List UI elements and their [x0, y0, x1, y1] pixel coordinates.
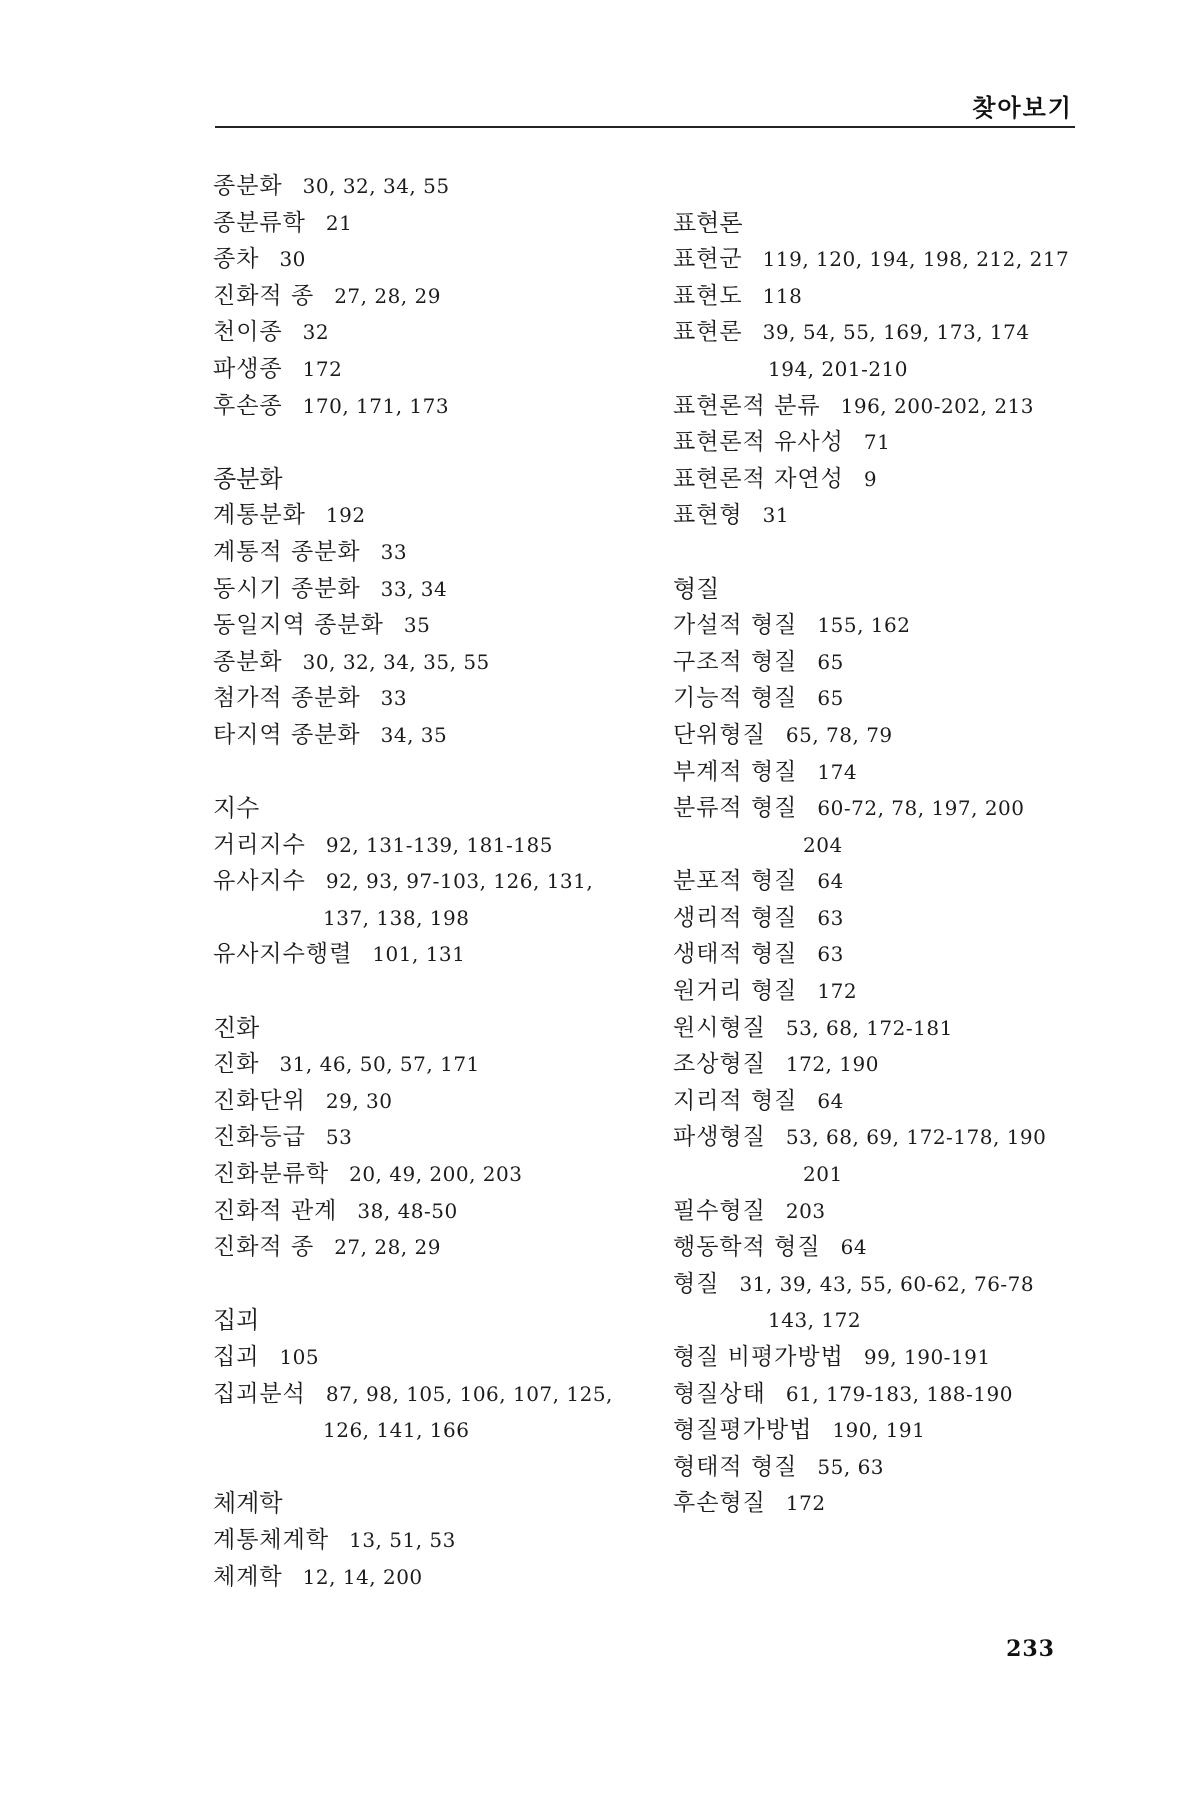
index-term: 조상형질 — [673, 1051, 766, 1078]
index-pages: 53, 68, 69, 172-178, 190 — [785, 1125, 1047, 1150]
index-pages: 63 — [817, 942, 844, 967]
index-term: 원거리 형질 — [673, 978, 798, 1005]
index-pages: 65 — [817, 649, 844, 674]
index-pages: 99, 190-191 — [863, 1345, 991, 1369]
section-heading: 표현론 — [673, 208, 743, 237]
index-pages: 92, 131-139, 181-185 — [325, 832, 553, 857]
index-term: 종분류학 — [213, 209, 306, 236]
index-entry — [673, 314, 1083, 351]
index-term: 종차 — [213, 246, 260, 273]
index-pages: 30, 32, 34, 55 — [302, 174, 450, 198]
index-entry — [673, 1339, 1083, 1376]
index-pages: 201 — [803, 1162, 843, 1187]
index-pages: 172 — [785, 1491, 826, 1516]
index-pages: 101, 131 — [372, 942, 466, 967]
index-entry — [213, 1376, 643, 1413]
index-pages: 170, 171, 173 — [302, 393, 450, 418]
index-column-right — [673, 168, 1083, 1522]
index-entry — [213, 717, 643, 754]
index-term: 후손종 — [213, 392, 283, 419]
index-pages: 87, 98, 105, 106, 107, 125, — [325, 1381, 613, 1406]
index-entry — [213, 863, 643, 900]
index-entry — [673, 424, 1083, 461]
page-number: 233 — [1006, 1636, 1055, 1662]
index-entry — [213, 205, 643, 242]
index-term: 형질 — [673, 1270, 720, 1297]
index-pages: 12, 14, 200 — [302, 1564, 423, 1589]
index-pages: 38, 48-50 — [357, 1198, 458, 1223]
index-entry — [673, 1266, 1083, 1303]
index-term: 기능적 형질 — [673, 685, 798, 712]
index-entry — [673, 1010, 1083, 1047]
index-entry — [673, 1229, 1083, 1266]
index-term: 체계학 — [213, 1563, 283, 1590]
index-continuation — [673, 1302, 1083, 1339]
index-term: 생리적 형질 — [673, 904, 798, 931]
index-pages: 192 — [325, 503, 366, 528]
index-entry — [673, 241, 1083, 278]
index-pages: 13, 51, 53 — [349, 1527, 456, 1552]
index-term: 첨가적 종분화 — [213, 685, 361, 712]
index-entry — [213, 680, 643, 717]
index-entry — [213, 388, 643, 425]
section-heading: 진화 — [213, 1013, 260, 1042]
index-pages: 143, 172 — [768, 1308, 862, 1333]
index-term: 후손형질 — [673, 1490, 766, 1517]
index-continuation — [673, 1156, 1083, 1193]
index-pages: 61, 179-183, 188-190 — [785, 1381, 1013, 1406]
index-entry — [673, 607, 1083, 644]
index-term: 표현론적 자연성 — [673, 465, 844, 492]
index-term: 계통체계학 — [213, 1526, 330, 1553]
index-term: 타지역 종분화 — [213, 721, 361, 748]
spacer — [673, 168, 1083, 205]
index-term: 표현군 — [673, 246, 743, 273]
index-entry — [213, 168, 643, 205]
section-heading: 집괴 — [213, 1306, 260, 1335]
index-entry — [213, 1339, 643, 1376]
index-term: 부계적 형질 — [673, 758, 798, 785]
index-pages: 172, 190 — [785, 1052, 879, 1077]
index-term: 단위형질 — [673, 721, 766, 748]
index-term: 분류적 형질 — [673, 795, 798, 822]
section-heading: 체계학 — [213, 1489, 283, 1518]
index-entry — [673, 1412, 1083, 1449]
index-entry — [213, 571, 643, 608]
index-pages: 31, 39, 43, 55, 60-62, 76-78 — [739, 1271, 1035, 1296]
index-term: 진화적 관계 — [213, 1197, 338, 1224]
index-pages: 33 — [380, 539, 408, 564]
index-term: 표현론적 분류 — [673, 392, 821, 419]
index-term: 표현형 — [673, 502, 743, 529]
index-term: 형질상태 — [673, 1380, 766, 1407]
index-term: 계통적 종분화 — [213, 538, 361, 565]
index-continuation — [213, 900, 643, 937]
index-entry — [213, 936, 643, 973]
index-entry — [213, 351, 643, 388]
index-entry — [673, 1046, 1083, 1083]
index-entry — [673, 717, 1083, 754]
spacer — [213, 1266, 643, 1303]
index-pages: 71 — [863, 430, 891, 455]
index-pages: 172 — [302, 356, 343, 381]
index-entry — [673, 973, 1083, 1010]
index-entry — [673, 388, 1083, 425]
index-pages: 34, 35 — [380, 722, 448, 747]
index-entry — [673, 680, 1083, 717]
index-term: 종분화 — [213, 173, 283, 199]
index-entry — [673, 1083, 1083, 1120]
index-entry — [213, 1229, 643, 1266]
index-term: 원시형질 — [673, 1014, 766, 1041]
index-entry — [213, 241, 643, 278]
index-entry — [213, 314, 643, 351]
spacer — [213, 424, 643, 461]
index-entry — [673, 1193, 1083, 1230]
index-pages: 194, 201-210 — [768, 356, 908, 381]
index-term: 표현론 — [673, 319, 743, 346]
index-entry — [673, 1119, 1083, 1156]
index-term: 파생종 — [213, 355, 283, 382]
section-heading: 지수 — [213, 794, 260, 823]
index-entry — [213, 534, 643, 571]
index-pages: 155, 162 — [817, 613, 911, 638]
index-entry — [213, 1559, 643, 1596]
index-pages: 21 — [325, 210, 353, 235]
index-entry — [673, 863, 1083, 900]
index-pages: 29, 30 — [325, 1088, 393, 1113]
index-term: 진화분류학 — [213, 1161, 330, 1188]
index-pages: 65 — [817, 686, 844, 711]
index-pages: 65, 78, 79 — [785, 722, 893, 747]
index-entry — [673, 936, 1083, 973]
index-pages: 64 — [817, 1088, 844, 1113]
index-term: 행동학적 형질 — [673, 1234, 821, 1261]
index-term: 집괴 — [213, 1344, 260, 1370]
index-pages: 119, 120, 194, 198, 212, 217 — [762, 247, 1070, 272]
index-term: 표현론적 유사성 — [673, 429, 844, 456]
index-pages: 9 — [863, 466, 878, 491]
index-pages: 27, 28, 29 — [334, 283, 441, 308]
index-pages: 55, 63 — [817, 1454, 885, 1479]
index-entry — [213, 1083, 643, 1120]
index-pages: 137, 138, 198 — [323, 905, 470, 930]
index-pages: 33 — [380, 686, 408, 711]
index-entry — [673, 1485, 1083, 1522]
index-term: 거리지수 — [213, 831, 306, 858]
index-pages: 105 — [279, 1345, 320, 1369]
index-pages: 92, 93, 97-103, 126, 131, — [325, 869, 594, 894]
index-pages: 204 — [803, 832, 843, 857]
index-entry — [673, 1449, 1083, 1486]
index-pages: 196, 200-202, 213 — [840, 393, 1035, 418]
index-continuation — [213, 1412, 643, 1449]
index-continuation — [673, 827, 1083, 864]
index-pages: 53 — [325, 1125, 353, 1150]
index-term: 진화단위 — [213, 1087, 306, 1114]
index-pages: 126, 141, 166 — [323, 1418, 470, 1443]
running-header: 찾아보기 — [972, 94, 1073, 122]
index-pages: 30 — [279, 247, 306, 272]
index-entry — [213, 1046, 643, 1083]
index-pages: 31 — [762, 503, 790, 528]
section-heading: 형질 — [673, 574, 720, 603]
index-term: 계통분화 — [213, 502, 306, 529]
index-entry — [673, 900, 1083, 937]
spacer — [213, 754, 643, 791]
spacer — [213, 973, 643, 1010]
index-pages: 20, 49, 200, 203 — [349, 1162, 523, 1187]
index-pages: 64 — [840, 1235, 868, 1260]
index-term: 형태적 형질 — [673, 1453, 798, 1480]
spacer — [213, 1449, 643, 1486]
index-term: 진화등급 — [213, 1124, 306, 1151]
index-term: 형질 비평가방법 — [673, 1344, 844, 1370]
spacer — [673, 534, 1083, 571]
index-term: 구조적 형질 — [673, 648, 798, 675]
index-entry — [673, 790, 1083, 827]
index-pages: 35 — [403, 613, 431, 638]
index-term: 필수형질 — [673, 1197, 766, 1224]
index-pages: 32 — [302, 320, 330, 345]
section-heading: 종분화 — [213, 464, 283, 493]
index-term: 표현도 — [673, 282, 743, 309]
index-entry — [673, 1376, 1083, 1413]
index-pages: 172 — [817, 979, 858, 1004]
index-entry — [213, 1156, 643, 1193]
index-pages: 203 — [785, 1198, 826, 1223]
index-pages: 174 — [817, 759, 858, 784]
index-entry — [213, 1119, 643, 1156]
index-pages: 39, 54, 55, 169, 173, 174 — [762, 320, 1030, 345]
index-term: 천이종 — [213, 319, 283, 346]
index-term: 종분화 — [213, 648, 283, 675]
index-term: 진화적 종 — [213, 1234, 315, 1261]
index-pages: 30, 32, 34, 35, 55 — [302, 649, 490, 674]
index-term: 지리적 형질 — [673, 1087, 798, 1114]
index-entry — [213, 644, 643, 681]
index-entry — [213, 497, 643, 534]
index-entry — [213, 1522, 643, 1559]
index-pages: 27, 28, 29 — [334, 1235, 441, 1260]
index-pages: 190, 191 — [832, 1418, 926, 1443]
index-pages: 60-72, 78, 197, 200 — [817, 796, 1025, 821]
index-term: 집괴분석 — [213, 1380, 306, 1407]
index-term: 유사지수 — [213, 868, 306, 895]
index-entry — [213, 278, 643, 315]
index-term: 동시기 종분화 — [213, 575, 361, 602]
index-continuation — [673, 351, 1083, 388]
index-entry — [673, 278, 1083, 315]
header-rule — [215, 126, 1075, 128]
index-term: 분포적 형질 — [673, 868, 798, 895]
index-entry — [673, 644, 1083, 681]
index-entry — [213, 1193, 643, 1230]
index-column-left — [213, 168, 643, 1595]
index-term: 유사지수행렬 — [213, 941, 353, 968]
index-entry — [673, 754, 1083, 791]
index-pages: 118 — [762, 283, 803, 308]
index-term: 동일지역 종분화 — [213, 612, 384, 639]
index-pages: 31, 46, 50, 57, 171 — [279, 1052, 480, 1077]
index-pages: 64 — [817, 869, 844, 894]
index-term: 진화적 종 — [213, 282, 315, 309]
index-pages: 53, 68, 172-181 — [785, 1015, 953, 1040]
index-term: 파생형질 — [673, 1124, 766, 1151]
index-entry — [213, 827, 643, 864]
index-entry — [213, 607, 643, 644]
index-entry — [673, 497, 1083, 534]
index-term: 생태적 형질 — [673, 941, 798, 968]
index-pages: 33, 34 — [380, 576, 448, 601]
index-term: 가설적 형질 — [673, 612, 798, 639]
index-pages: 63 — [817, 905, 844, 930]
index-term: 진화 — [213, 1051, 260, 1078]
index-term: 형질평가방법 — [673, 1417, 813, 1444]
index-entry — [673, 461, 1083, 498]
